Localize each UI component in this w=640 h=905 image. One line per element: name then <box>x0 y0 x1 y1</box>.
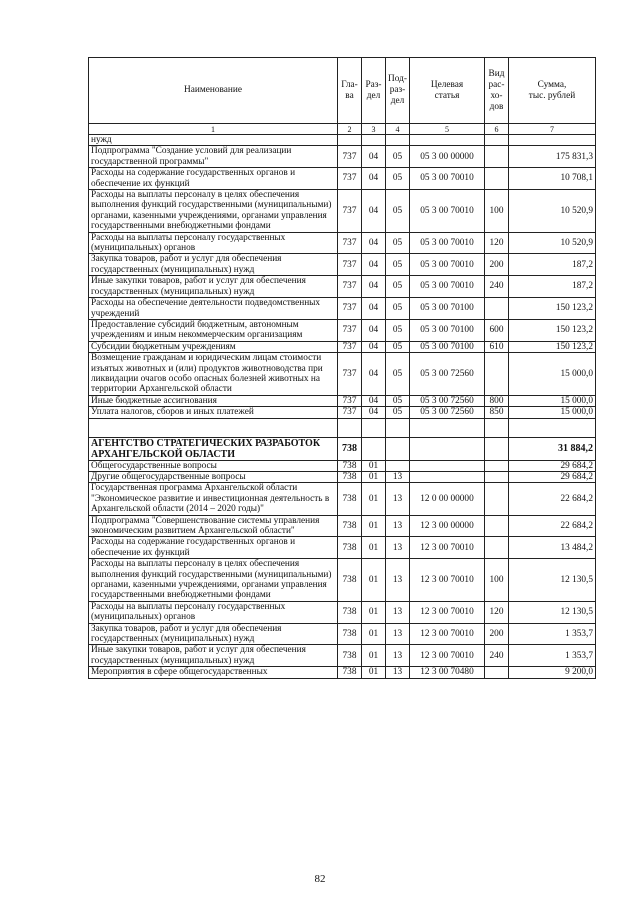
row-section: 01 <box>362 460 386 471</box>
row-section: 01 <box>362 601 386 623</box>
row-chapter: 738 <box>338 623 362 645</box>
table-row <box>89 483 596 515</box>
row-chapter: 738 <box>338 437 362 460</box>
row-subsection: 13 <box>386 483 410 515</box>
row-target-article: 12 3 00 70010 <box>410 645 485 667</box>
row-expense-type: 800 <box>485 395 509 406</box>
row-target-article <box>410 418 485 437</box>
row-target-article: 12 3 00 70010 <box>410 601 485 623</box>
table-row <box>89 460 596 471</box>
row-chapter <box>338 418 362 437</box>
row-target-article: 12 3 00 00000 <box>410 515 485 537</box>
header-name: Наименование <box>89 58 338 124</box>
row-sum: 150 123,2 <box>509 298 596 320</box>
row-subsection: 13 <box>386 623 410 645</box>
row-expense-type <box>485 515 509 537</box>
row-name: Закупка товаров, работ и услуг для обеспечения государственных (муниципальных) нужд <box>89 623 338 645</box>
row-section: 04 <box>362 146 386 168</box>
row-section <box>362 135 386 146</box>
row-target-article: 12 3 00 70010 <box>410 537 485 559</box>
row-section: 01 <box>362 537 386 559</box>
row-name: Государственная программа Архангельской области "Экономическое развитие и инвестиционная деятельность в Архангельской области (2014 – 2020 годы)" <box>89 483 338 515</box>
column-index: 3 <box>362 124 386 135</box>
table-row <box>89 353 596 396</box>
row-expense-type <box>485 667 509 678</box>
row-name: Иные закупки товаров, работ и услуг для обеспечения государственных (муниципальных) нужд <box>89 645 338 667</box>
row-chapter: 737 <box>338 395 362 406</box>
row-subsection <box>386 460 410 471</box>
row-name: Предоставление субсидий бюджетным, автономным учреждениям и иным некоммерческим организациям <box>89 319 338 341</box>
row-chapter: 738 <box>338 667 362 678</box>
row-sum: 29 684,2 <box>509 460 596 471</box>
row-section: 01 <box>362 645 386 667</box>
row-section: 04 <box>362 168 386 190</box>
row-target-article: 05 3 00 70010 <box>410 232 485 254</box>
row-sum: 150 123,2 <box>509 341 596 352</box>
row-section: 04 <box>362 341 386 352</box>
column-index: 7 <box>509 124 596 135</box>
row-name: Расходы на содержание государственных органов и обеспечение их функций <box>89 537 338 559</box>
row-section: 01 <box>362 559 386 602</box>
row-subsection: 05 <box>386 407 410 418</box>
row-subsection: 05 <box>386 190 410 233</box>
row-name: Мероприятия в сфере общегосударственных <box>89 667 338 678</box>
row-section: 04 <box>362 232 386 254</box>
row-sum: 1 353,7 <box>509 623 596 645</box>
row-chapter: 737 <box>338 353 362 396</box>
row-expense-type: 100 <box>485 190 509 233</box>
row-target-article: 05 3 00 72560 <box>410 407 485 418</box>
row-name: Иные закупки товаров, работ и услуг для обеспечения государственных (муниципальных) нужд <box>89 276 338 298</box>
row-target-article: 12 3 00 70010 <box>410 623 485 645</box>
table-row <box>89 559 596 602</box>
row-section: 01 <box>362 471 386 482</box>
table-row <box>89 601 596 623</box>
table-row <box>89 146 596 168</box>
row-name: Расходы на выплаты персоналу в целях обеспечения выполнения функций государственными (муниципальными) органами, казенными учреждениями, органами управления государственными внебюджетными фондами <box>89 190 338 233</box>
row-name: Иные бюджетные ассигнования <box>89 395 338 406</box>
row-name: Расходы на содержание государственных органов и обеспечение их функций <box>89 168 338 190</box>
row-target-article: 12 3 00 70480 <box>410 667 485 678</box>
row-subsection: 05 <box>386 168 410 190</box>
row-name: АГЕНТСТВО СТРАТЕГИЧЕСКИХ РАЗРАБОТОК АРХАНГЕЛЬСКОЙ ОБЛАСТИ <box>89 437 338 460</box>
row-sum: 22 684,2 <box>509 515 596 537</box>
row-expense-type: 600 <box>485 319 509 341</box>
column-index: 6 <box>485 124 509 135</box>
row-section: 04 <box>362 276 386 298</box>
row-section <box>362 418 386 437</box>
row-chapter: 737 <box>338 168 362 190</box>
row-sum: 15 000,0 <box>509 395 596 406</box>
row-expense-type <box>485 418 509 437</box>
row-expense-type <box>485 135 509 146</box>
row-subsection: 13 <box>386 601 410 623</box>
row-target-article: 05 3 00 70010 <box>410 168 485 190</box>
row-sum: 29 684,2 <box>509 471 596 482</box>
row-expense-type <box>485 353 509 396</box>
row-chapter: 737 <box>338 190 362 233</box>
row-target-article: 12 0 00 00000 <box>410 483 485 515</box>
header-row <box>89 58 596 124</box>
row-sum: 10 708,1 <box>509 168 596 190</box>
row-name: Подпрограмма "Создание условий для реализации государственной программы" <box>89 146 338 168</box>
table-row <box>89 407 596 418</box>
row-name: Другие общегосударственные вопросы <box>89 471 338 482</box>
row-name: Возмещение гражданам и юридическим лицам стоимости изъятых животных и (или) продуктов животноводства при ликвидации очагов особо опасных болезней животных на территории Архангельской области <box>89 353 338 396</box>
row-expense-type <box>485 483 509 515</box>
row-chapter: 738 <box>338 601 362 623</box>
table-row <box>89 537 596 559</box>
table-row <box>89 168 596 190</box>
header-type: Вид рас- хо- дов <box>485 58 509 124</box>
row-subsection: 05 <box>386 395 410 406</box>
row-subsection <box>386 135 410 146</box>
row-expense-type <box>485 168 509 190</box>
row-chapter: 738 <box>338 645 362 667</box>
column-index: 1 <box>89 124 338 135</box>
row-name: Расходы на выплаты персоналу государственных (муниципальных) органов <box>89 601 338 623</box>
table-row <box>89 623 596 645</box>
row-sum: 187,2 <box>509 254 596 276</box>
row-name: Закупка товаров, работ и услуг для обеспечения государственных (муниципальных) нужд <box>89 254 338 276</box>
row-section: 04 <box>362 353 386 396</box>
row-sum: 10 520,9 <box>509 190 596 233</box>
table-row <box>89 515 596 537</box>
row-chapter <box>338 135 362 146</box>
row-section: 04 <box>362 298 386 320</box>
row-sum: 187,2 <box>509 276 596 298</box>
row-chapter: 738 <box>338 471 362 482</box>
row-subsection: 13 <box>386 559 410 602</box>
row-chapter: 738 <box>338 483 362 515</box>
row-target-article: 12 3 00 70010 <box>410 559 485 602</box>
row-name: Подпрограмма "Совершенствование системы управления экономическим развитием Архангельской области" <box>89 515 338 537</box>
row-subsection: 13 <box>386 471 410 482</box>
row-chapter: 737 <box>338 254 362 276</box>
row-name: Субсидии бюджетным учреждениям <box>89 341 338 352</box>
header-section: Раз- дел <box>362 58 386 124</box>
table-row <box>89 667 596 678</box>
row-sum: 175 831,3 <box>509 146 596 168</box>
table-row <box>89 395 596 406</box>
row-subsection: 13 <box>386 537 410 559</box>
row-expense-type <box>485 437 509 460</box>
row-name <box>89 418 338 437</box>
row-subsection: 13 <box>386 645 410 667</box>
table-row <box>89 232 596 254</box>
row-chapter: 737 <box>338 298 362 320</box>
row-name: Расходы на обеспечение деятельности подведомственных учреждений <box>89 298 338 320</box>
row-expense-type: 240 <box>485 645 509 667</box>
row-expense-type: 200 <box>485 623 509 645</box>
row-expense-type: 120 <box>485 232 509 254</box>
row-subsection: 13 <box>386 515 410 537</box>
row-expense-type: 240 <box>485 276 509 298</box>
column-index: 4 <box>386 124 410 135</box>
row-sum: 15 000,0 <box>509 407 596 418</box>
row-subsection <box>386 418 410 437</box>
column-index: 2 <box>338 124 362 135</box>
row-chapter: 738 <box>338 515 362 537</box>
row-subsection: 05 <box>386 341 410 352</box>
row-chapter: 737 <box>338 319 362 341</box>
row-expense-type: 120 <box>485 601 509 623</box>
row-target-article: 05 3 00 70100 <box>410 319 485 341</box>
table-row <box>89 276 596 298</box>
row-name: Расходы на выплаты персоналу государственных (муниципальных) органов <box>89 232 338 254</box>
row-chapter: 738 <box>338 537 362 559</box>
row-target-article: 05 3 00 70010 <box>410 190 485 233</box>
row-target-article <box>410 135 485 146</box>
row-expense-type: 100 <box>485 559 509 602</box>
row-sum: 12 130,5 <box>509 601 596 623</box>
row-subsection: 05 <box>386 254 410 276</box>
row-subsection: 05 <box>386 146 410 168</box>
row-section: 04 <box>362 407 386 418</box>
row-subsection: 13 <box>386 667 410 678</box>
header-sum: Сумма, тыс. рублей <box>509 58 596 124</box>
row-chapter: 738 <box>338 559 362 602</box>
table-spacer-row <box>89 418 596 437</box>
row-expense-type: 850 <box>485 407 509 418</box>
row-subsection <box>386 437 410 460</box>
row-subsection: 05 <box>386 232 410 254</box>
table-row <box>89 645 596 667</box>
row-section: 04 <box>362 254 386 276</box>
row-section: 01 <box>362 515 386 537</box>
row-target-article: 05 3 00 72560 <box>410 395 485 406</box>
row-expense-type <box>485 471 509 482</box>
header-target: Целевая статья <box>410 58 485 124</box>
row-subsection: 05 <box>386 298 410 320</box>
row-name: Уплата налогов, сборов и иных платежей <box>89 407 338 418</box>
row-name: нужд <box>89 135 338 146</box>
row-target-article: 05 3 00 72560 <box>410 353 485 396</box>
row-expense-type <box>485 298 509 320</box>
page-number: 82 <box>314 873 326 885</box>
row-sum: 9 200,0 <box>509 667 596 678</box>
header-chapter: Гла- ва <box>338 58 362 124</box>
row-target-article: 05 3 00 70100 <box>410 298 485 320</box>
table-row <box>89 254 596 276</box>
table-row <box>89 437 596 460</box>
row-chapter: 737 <box>338 146 362 168</box>
row-section: 01 <box>362 483 386 515</box>
table-row <box>89 319 596 341</box>
row-target-article <box>410 471 485 482</box>
row-sum: 13 484,2 <box>509 537 596 559</box>
row-sum: 22 684,2 <box>509 483 596 515</box>
row-subsection: 05 <box>386 353 410 396</box>
row-expense-type <box>485 460 509 471</box>
row-name: Общегосударственные вопросы <box>89 460 338 471</box>
row-target-article: 05 3 00 00000 <box>410 146 485 168</box>
row-chapter: 737 <box>338 341 362 352</box>
row-sum <box>509 418 596 437</box>
row-sum: 31 884,2 <box>509 437 596 460</box>
row-chapter: 738 <box>338 460 362 471</box>
table-row <box>89 471 596 482</box>
table-row <box>89 298 596 320</box>
row-target-article: 05 3 00 70010 <box>410 254 485 276</box>
row-target-article: 05 3 00 70010 <box>410 276 485 298</box>
row-name: Расходы на выплаты персоналу в целях обеспечения выполнения функций государственными (муниципальными) органами, казенными учреждениями, органами управления государственными внебюджетными фондами <box>89 559 338 602</box>
row-section: 01 <box>362 623 386 645</box>
row-sum: 15 000,0 <box>509 353 596 396</box>
row-target-article: 05 3 00 70100 <box>410 341 485 352</box>
row-subsection: 05 <box>386 319 410 341</box>
row-chapter: 737 <box>338 232 362 254</box>
row-expense-type: 200 <box>485 254 509 276</box>
row-sum: 12 130,5 <box>509 559 596 602</box>
table-row <box>89 135 596 146</box>
row-target-article <box>410 460 485 471</box>
column-index: 5 <box>410 124 485 135</box>
row-chapter: 737 <box>338 407 362 418</box>
column-index-row <box>89 124 596 135</box>
row-expense-type <box>485 537 509 559</box>
row-subsection: 05 <box>386 276 410 298</box>
header-subsection: Под- раз- дел <box>386 58 410 124</box>
row-target-article <box>410 437 485 460</box>
row-section: 04 <box>362 190 386 233</box>
budget-table <box>88 57 596 679</box>
row-expense-type <box>485 146 509 168</box>
row-section <box>362 437 386 460</box>
row-sum <box>509 135 596 146</box>
row-sum: 1 353,7 <box>509 645 596 667</box>
row-sum: 150 123,2 <box>509 319 596 341</box>
table-body <box>89 135 596 679</box>
row-section: 04 <box>362 319 386 341</box>
row-chapter: 737 <box>338 276 362 298</box>
table-row <box>89 190 596 233</box>
row-section: 01 <box>362 667 386 678</box>
row-section: 04 <box>362 395 386 406</box>
row-sum: 10 520,9 <box>509 232 596 254</box>
table-row <box>89 341 596 352</box>
row-expense-type: 610 <box>485 341 509 352</box>
